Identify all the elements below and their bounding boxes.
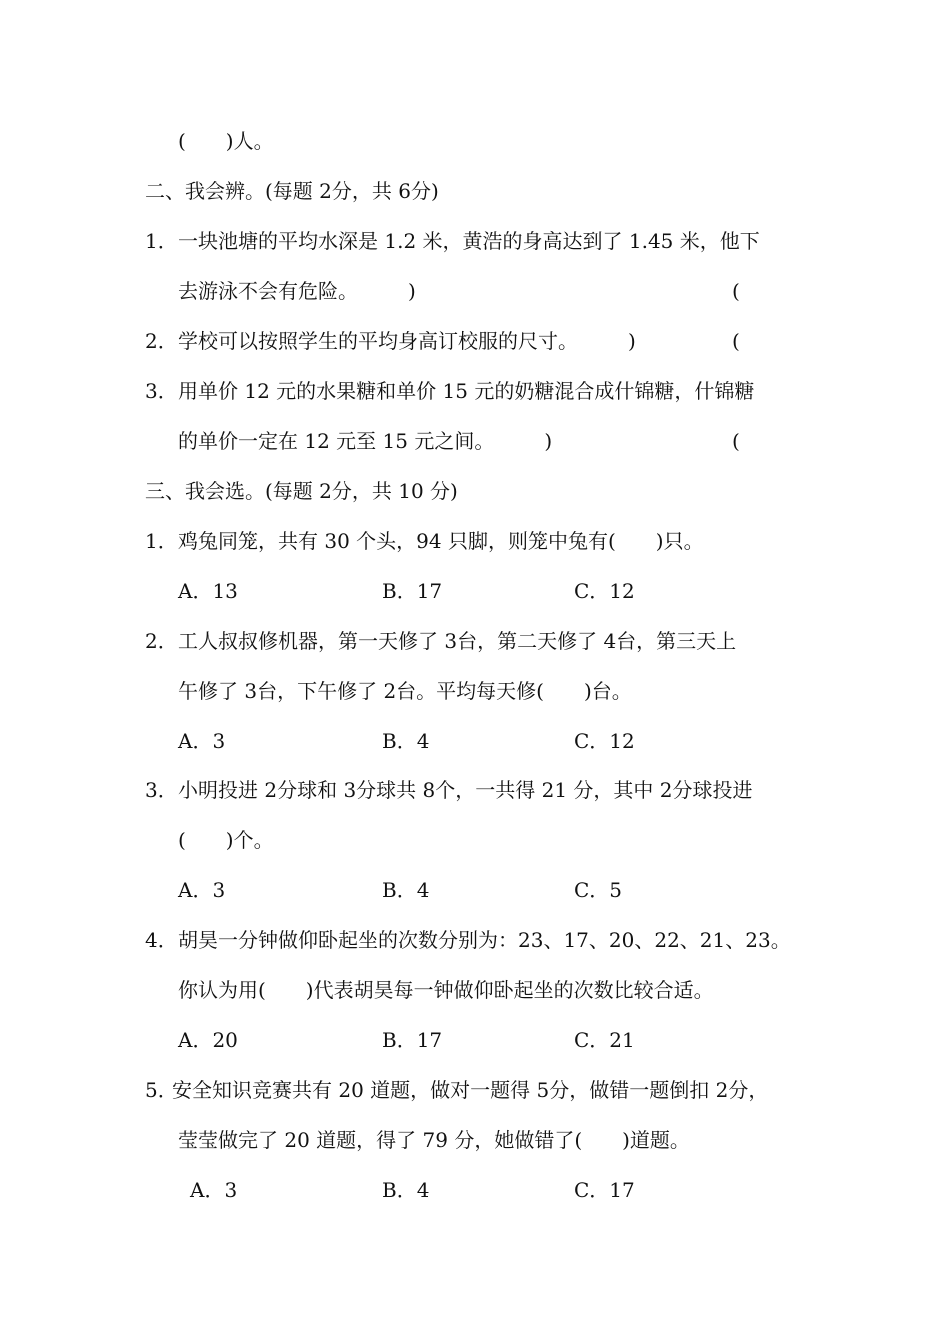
s3-q2-option-b[interactable]: B．4 [382, 729, 430, 753]
s3-q4-text-line1: 胡昊一分钟做仰卧起坐的次数分别为：23、17、20、22、21、23。 [178, 928, 791, 952]
s3-q2-text-line2: 午修了 3台，下午修了 2台。平均每天修( )台。 [178, 679, 632, 703]
s3-q1-option-a[interactable]: A．13 [178, 579, 238, 603]
s2-q1-number: 1． [145, 229, 178, 253]
s2-q1-answer-paren[interactable]: ( [732, 279, 740, 303]
s3-q5-number: 5． [145, 1078, 178, 1102]
s3-q2-option-a[interactable]: A．3 [178, 729, 226, 753]
section-3-heading: 三、我会选。(每题 2分，共 10 分) [145, 479, 458, 503]
s2-q3-number: 3． [145, 379, 178, 403]
s3-q3-number: 3． [145, 778, 178, 802]
s2-q3-text-line1: 用单价 12 元的水果糖和单价 15 元的奶糖混合成什锦糖，什锦糖 [178, 379, 755, 403]
s3-q5-option-b[interactable]: B．4 [382, 1178, 430, 1202]
s3-q5-option-c[interactable]: C．17 [574, 1178, 635, 1202]
s3-q5-option-a[interactable]: A．3 [190, 1178, 238, 1202]
section-2-heading: 二、我会辨。(每题 2分，共 6分) [145, 179, 439, 203]
s3-q3-text-line1: 小明投进 2分球和 3分球共 8个，一共得 21 分，其中 2分球投进 [178, 778, 753, 802]
s2-q1-text-line2: 去游泳不会有危险。 ) [178, 279, 416, 303]
s3-q2-option-c[interactable]: C．12 [574, 729, 635, 753]
s3-q5-text-line2: 莹莹做完了 20 道题，得了 79 分，她做错了( )道题。 [178, 1128, 690, 1152]
s2-q3-answer-paren[interactable]: ( [732, 429, 740, 453]
s3-q1-number: 1． [145, 529, 178, 553]
s3-q4-text-line2: 你认为用( )代表胡昊每一钟做仰卧起坐的次数比较合适。 [178, 978, 714, 1002]
s3-q1-option-c[interactable]: C．12 [574, 579, 635, 603]
s2-q2-number: 2． [145, 329, 178, 353]
s2-q2-text-line1: 学校可以按照学生的平均身高订校服的尺寸。 ) [178, 329, 636, 353]
s3-q4-option-a[interactable]: A．20 [178, 1028, 238, 1052]
s3-q3-text-line2: ( )个。 [178, 828, 274, 852]
s3-q4-number: 4． [145, 928, 178, 952]
s2-q2-answer-paren[interactable]: ( [732, 329, 740, 353]
s3-q1-option-b[interactable]: B．17 [382, 579, 443, 603]
s3-q2-text-line1: 工人叔叔修机器，第一天修了 3台，第二天修了 4台，第三天上 [178, 629, 737, 653]
s2-q1-text-line1: 一块池塘的平均水深是 1.2 米，黄浩的身高达到了 1.45 米，他下 [178, 229, 760, 253]
carryover-answer-line: ( )人。 [178, 129, 274, 153]
s3-q1-text-line1: 鸡兔同笼，共有 30 个头，94 只脚，则笼中兔有( )只。 [178, 529, 704, 553]
s3-q3-option-a[interactable]: A．3 [178, 878, 226, 902]
s3-q3-option-b[interactable]: B．4 [382, 878, 430, 902]
s3-q2-number: 2． [145, 629, 178, 653]
s3-q4-option-b[interactable]: B．17 [382, 1028, 443, 1052]
s3-q3-option-c[interactable]: C．5 [574, 878, 623, 902]
s2-q3-text-line2: 的单价一定在 12 元至 15 元之间。 ) [178, 429, 553, 453]
s3-q5-text-line1: 安全知识竞赛共有 20 道题，做对一题得 5分，做错一题倒扣 2分， [172, 1078, 769, 1102]
s3-q4-option-c[interactable]: C．21 [574, 1028, 635, 1052]
